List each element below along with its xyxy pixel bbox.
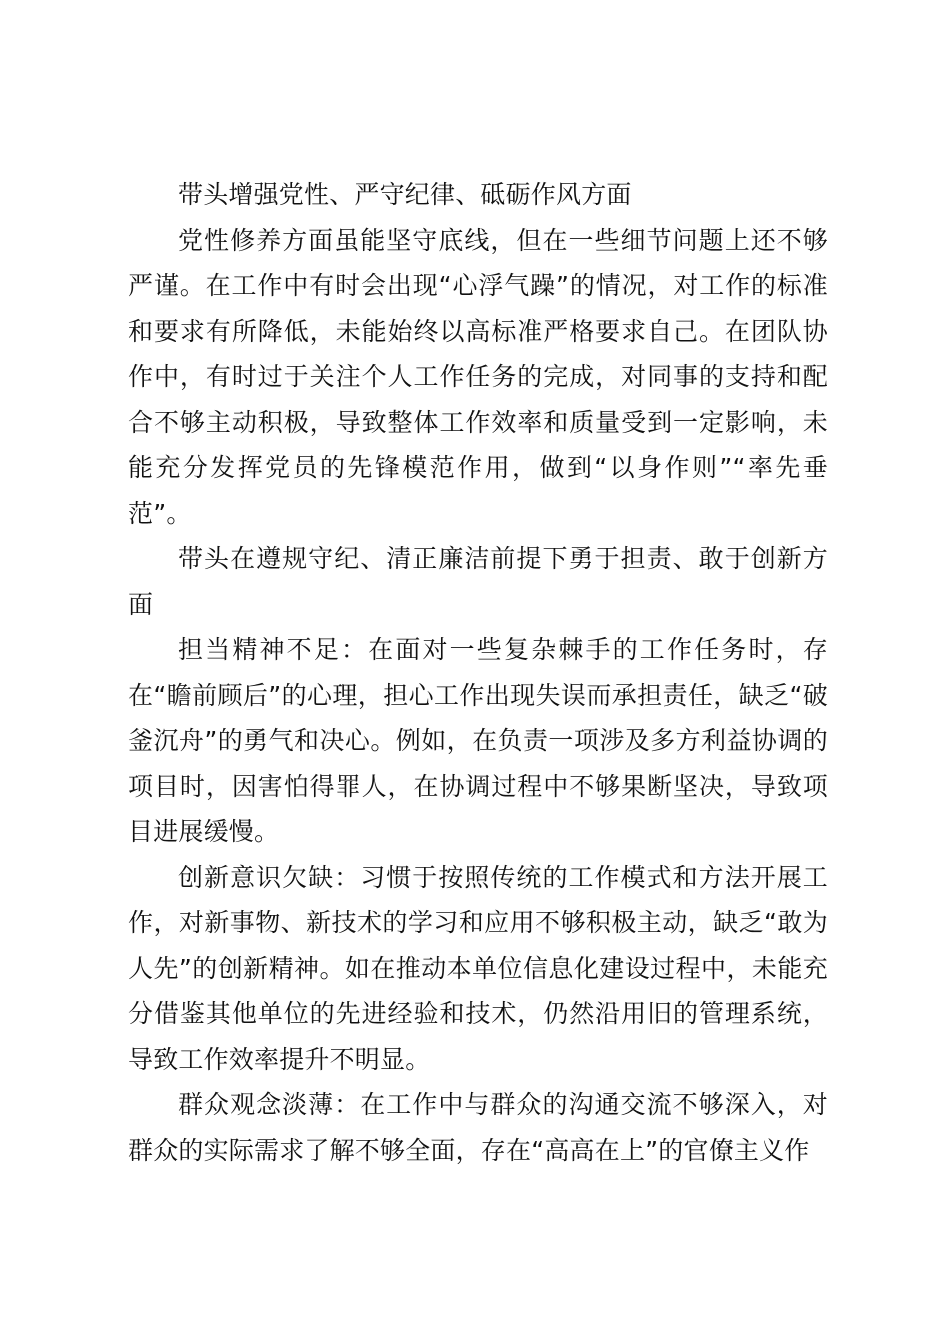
paragraph-mass-line: 群众观念淡薄：在工作中与群众的沟通交流不够深入，对群众的实际需求了解不够全面，存在“高高在上”的官僚主义作: [128, 1090, 828, 1165]
section-heading-party-spirit: 带头增强党性、严守纪律、砥砺作风方面: [178, 180, 632, 209]
paragraph-party-cultivation: 党性修养方面虽能坚守底线，但在一些细节问题上还不够严谨。在工作中有时会出现“心浮气躁”的情况，对工作的标准和要求有所降低，未能始终以高标准严格要求自己。在团队协作中，有时过于关注个人工作任务的完成，对同事的支持和配合不够主动积极，导致整体工作效率和质量受到一定影响，未能充分发挥党员的先锋模范作用，做到“以身作则”“率先垂范”。: [128, 225, 828, 528]
paragraph-innovation: 创新意识欠缺：习惯于按照传统的工作模式和方法开展工作，对新事物、新技术的学习和应用不够积极主动，缺乏“敢为人先”的创新精神。如在推动本单位信息化建设过程中，未能充分借鉴其他单位的先进经验和技术，仍然沿用旧的管理系统，导致工作效率提升不明显。: [128, 862, 828, 1074]
paragraph-responsibility: 担当精神不足：在面对一些复杂棘手的工作任务时，存在“瞻前顾后”的心理，担心工作出现失误而承担责任，缺乏“破釜沉舟”的勇气和决心。例如，在负责一项涉及多方利益协调的项目时，因害怕得罪人，在协调过程中不够果断坚决，导致项目进展缓慢。: [128, 635, 828, 846]
document-body: [128, 172, 828, 1173]
section-heading-responsibility-innovation: 带头在遵规守纪、清正廉洁前提下勇于担责、敢于创新方面: [128, 544, 828, 619]
